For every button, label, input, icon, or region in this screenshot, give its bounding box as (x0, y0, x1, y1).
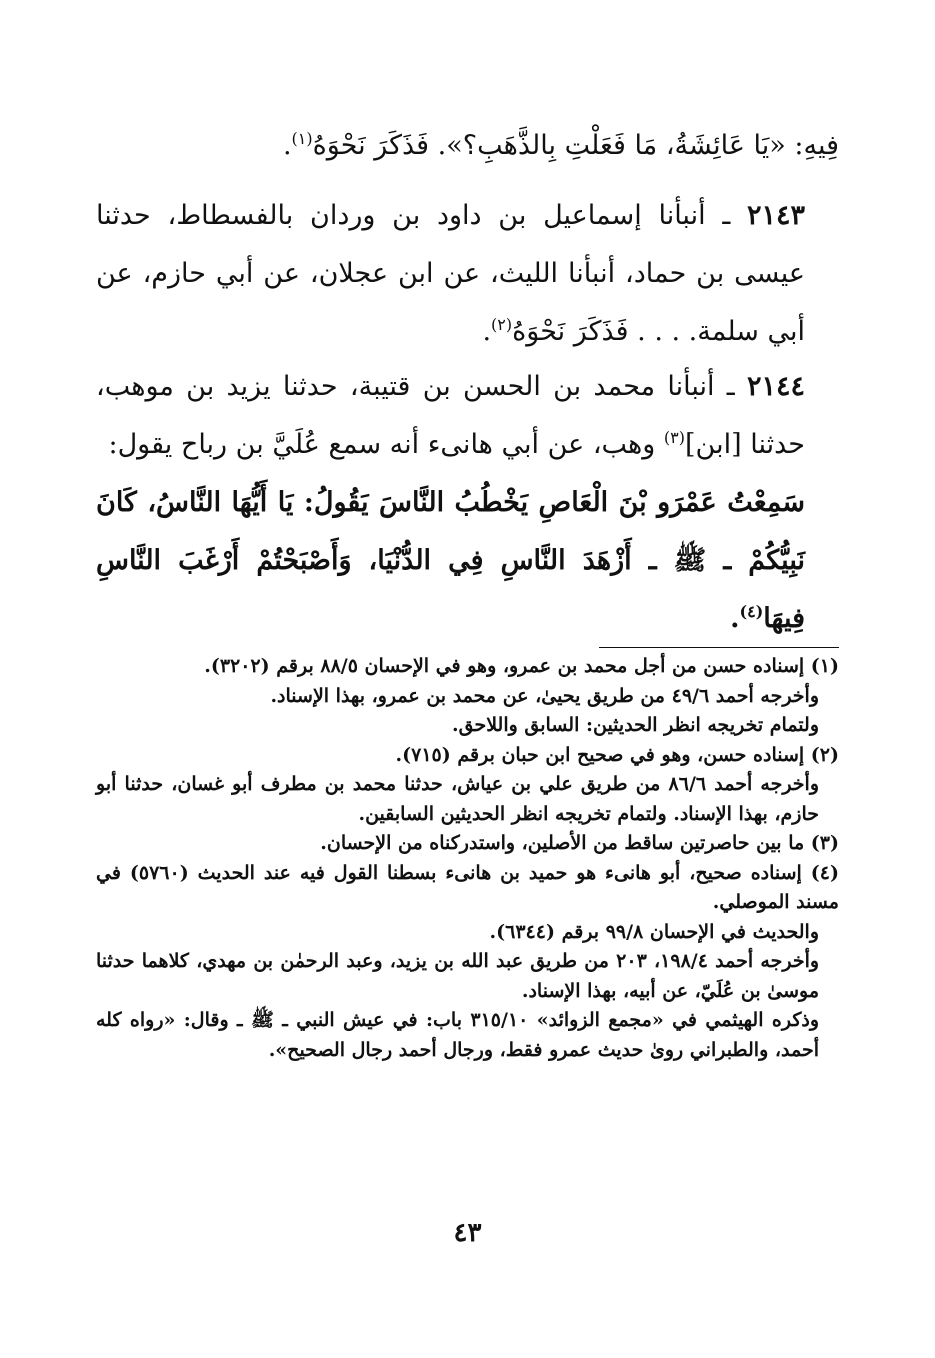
hadith-2143-end: . (482, 316, 492, 347)
footnote-2-cont: وأخرجه أحمد ٨٦/٦ من طريق علي بن عياش، حدثنا محمد بن مطرف أبو غسان، حدثنا أبو حازم، بهذا الإسناد. ولتمام تخريجه انظر الحديثين السابقين. (96, 773, 820, 825)
footnote-1: (١) إسناده حسن من أجل محمد بن عمرو، وهو في الإحسان ٨٨/٥ برقم (٣٢٠٢). (204, 655, 839, 677)
quote-end: . (730, 603, 740, 634)
continuation-end: . (282, 130, 292, 161)
footnote-divider (599, 647, 839, 648)
footnote-4-cont-b: وأخرجه أحمد ١٩٨/٤، ٢٠٣ من طريق عبد الله بن يزيد، وعبد الرحمٰن بن مهدي، كلاهما حدثنا موسىٰ بن عُلَيّ، عن أبيه، بهذا الإسناد. (96, 950, 820, 1002)
continuation-line (96, 118, 839, 174)
page-number: ٤٣ (453, 1218, 482, 1248)
footnote-ref-4: (٤) (739, 602, 764, 621)
footnote-1-cont-a: وأخرجه أحمد ٤٩/٦ من طريق يحيىٰ، عن محمد بن عمرو، بهذا الإسناد. (270, 684, 819, 707)
hadith-2144-text-b: وهب، عن أبي هانىء أنه سمع عُلَيَّ بن رباح يقول: (108, 429, 664, 460)
footnote-4-cont-c: وذكره الهيثمي في «مجمع الزوائد» ٣١٥/١٠ باب: في عيش النبي ـ ﷺ ـ وقال: «رواه كله أحمد، والطبراني روىٰ حديث عمرو فقط، ورجال أحمد رجال الصحيح». (96, 1009, 820, 1061)
hadith-number-2144: ٢١٤٤ (746, 371, 805, 402)
footnote-ref-3: (٣) (663, 428, 686, 447)
book-page (96, 0, 839, 1358)
quote-text: سَمِعْتُ عَمْرَو بْنَ الْعَاصِ يَخْطُبُ النَّاسَ يَقُولُ: يَا أَيُّهَا النَّاسُ، كَانَ نَبِيُّكُمْ ـ ﷺ ـ أَزْهَدَ النَّاسِ فِي الدُّنْيَا، وَأَصْبَحْتُمْ أَرْغَبَ النَّاسِ فِيهَا (96, 487, 805, 634)
continuation-text: فِيهِ: «يَا عَائِشَةُ، مَا فَعَلْتِ بِالذَّهَبِ؟». فَذَكَرَ نَحْوَهُ (312, 130, 839, 161)
footnote-4: (٤) إسناده صحيح، أبو هانىء هو حميد بن هانىء بسطنا القول فيه عند الحديث (٥٧٦٠) في مسند الموصلي. (96, 861, 839, 913)
hadith-2143 (96, 187, 839, 361)
hadith-2144 (96, 358, 839, 474)
hadith-2143-text: ـ أنبأنا إسماعيل بن داود بن وردان بالفسطاط، حدثنا عيسى بن حماد، أنبأنا الليث، عن ابن عجلان، عن أبي حازم، عن أبي سلمة. . . . فَذَكَرَ نَحْوَهُ (96, 200, 805, 347)
footnotes (96, 652, 839, 1065)
footnote-2: (٢) إسناده حسن، وهو في صحيح ابن حبان برقم (٧١٥). (395, 743, 839, 766)
footnote-3: (٣) ما بين حاصرتين ساقط من الأصلين، واستدركناه من الإحسان. (320, 832, 839, 854)
hadith-2144-text-a: ـ أنبأنا محمد بن الحسن بن قتيبة، حدثنا يزيد بن موهب، حدثنا [ابن] (96, 371, 805, 460)
footnote-ref-2: (٢) (491, 315, 513, 334)
footnote-ref-1: (١) (291, 129, 313, 148)
hadith-number-2143: ٢١٤٣ (746, 200, 805, 231)
footnote-1-cont-b: ولتمام تخريجه انظر الحديثين: السابق واللاحق. (452, 714, 819, 736)
footnote-4-cont-a: والحديث في الإحسان ٩٩/٨ برقم (٦٣٤٤). (489, 920, 819, 943)
hadith-quote (96, 474, 839, 648)
